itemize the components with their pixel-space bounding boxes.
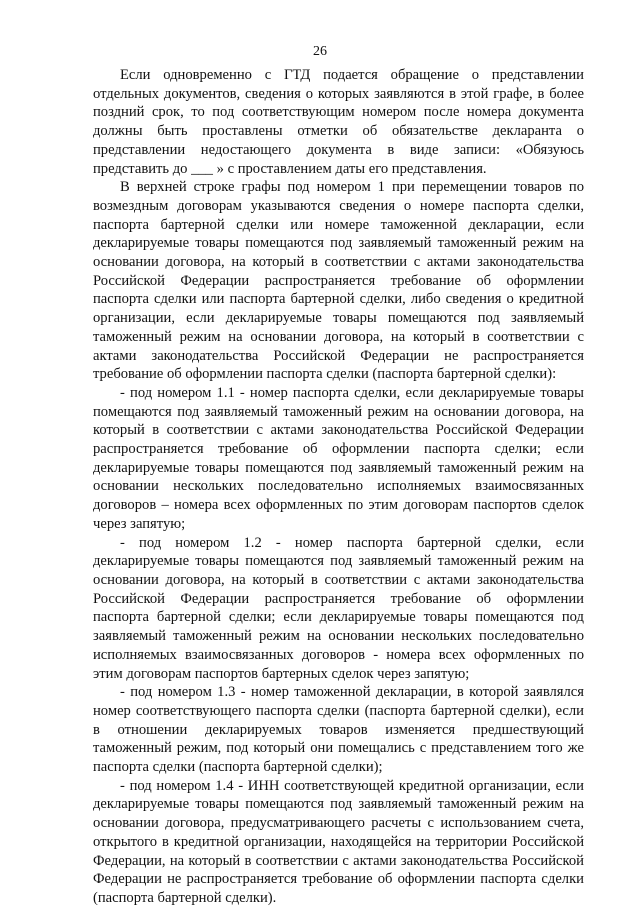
paragraph-item-1-1: - под номером 1.1 - номер паспорта сделки, если декларируемые товары помещаются под заявляемый таможенный режим на основании договора, на который в соответствии с актами законодательства Российской Федерации распространяется требование об оформлении паспорта сделки; если декларируемые товары помещаются под заявляемый таможенный режим на основании нескольких последовательно исполняемых взаимосвязанных договоров – номера всех оформленных по этим договорам паспортов сделок через запятую; <box>93 384 584 532</box>
paragraph-item-1-2: - под номером 1.2 - номер паспорта бартерной сделки, если декларируемые товары помещаются под заявляемый таможенный режим на основании договора, на который в соответствии с актами законодательства Российской Федерации распространяется требование об оформлении паспорта бартерной сделки; если декларируемые товары помещаются под заявляемый таможенный режим на основании нескольких последовательно исполняемых взаимосвязанных договоров - номера всех оформленных по этим договорам паспортов бартерных сделок через запятую; <box>93 534 584 682</box>
paragraph-item-1-3: - под номером 1.3 - номер таможенной декларации, в которой заявлялся номер соответствующего паспорта сделки (паспорта бартерной сделки), если в отношении декларируемых товаров изменяется предшествующий таможенный режим, под который они помещались с представлением того же паспорта сделки (паспорта бартерной сделки); <box>93 684 584 776</box>
page-number: 26 <box>313 44 327 59</box>
paragraph-item-1-4: - под номером 1.4 - ИНН соответствующей кредитной организации, если декларируемые товары помещаются под заявляемый таможенный режим на основании договора, предусматривающего расчеты с использованием счета, открытого в кредитной организации, находящейся на территории Российской Федерации, на который в соответствии с актами законодательства Российской Федерации не распространяется требование об оформлении паспорта сделки (паспорта бартерной сделки). <box>93 777 584 906</box>
paragraph-upper-line-item-1: В верхней строке графы под номером 1 при перемещении товаров по возмездным договорам указываются сведения о номере паспорта сделки, паспорта бартерной сделки или номере таможенной декларации, если декларируемые товары помещаются под заявляемый таможенный режим на основании договора, на который в соответствии с актами законодательства Российской Федерации распространяется требование об оформлении паспорта сделки или паспорта бартерной сделки, либо сведения о кредитной организации, если декларируемые товары помещаются под заявляемый таможенный режим на основании договора, на который в соответствии с актами законодательства Российской Федерации не распространяется требование об оформлении паспорта сделки (паспорта бартерной сделки): <box>93 179 584 383</box>
paragraph-late-documents: Если одновременно с ГТД подается обращение о представлении отдельных документов, сведения о которых заявляются в этой графе, в более поздний срок, то под соответствующим номером после номера документа должны быть проставлены отметки об обязательстве декларанта о представлении недостающего документа в виде записи: «Обязуюсь представить до ___ » с проставлением даты его представления. <box>93 67 584 177</box>
document-body <box>93 66 584 908</box>
